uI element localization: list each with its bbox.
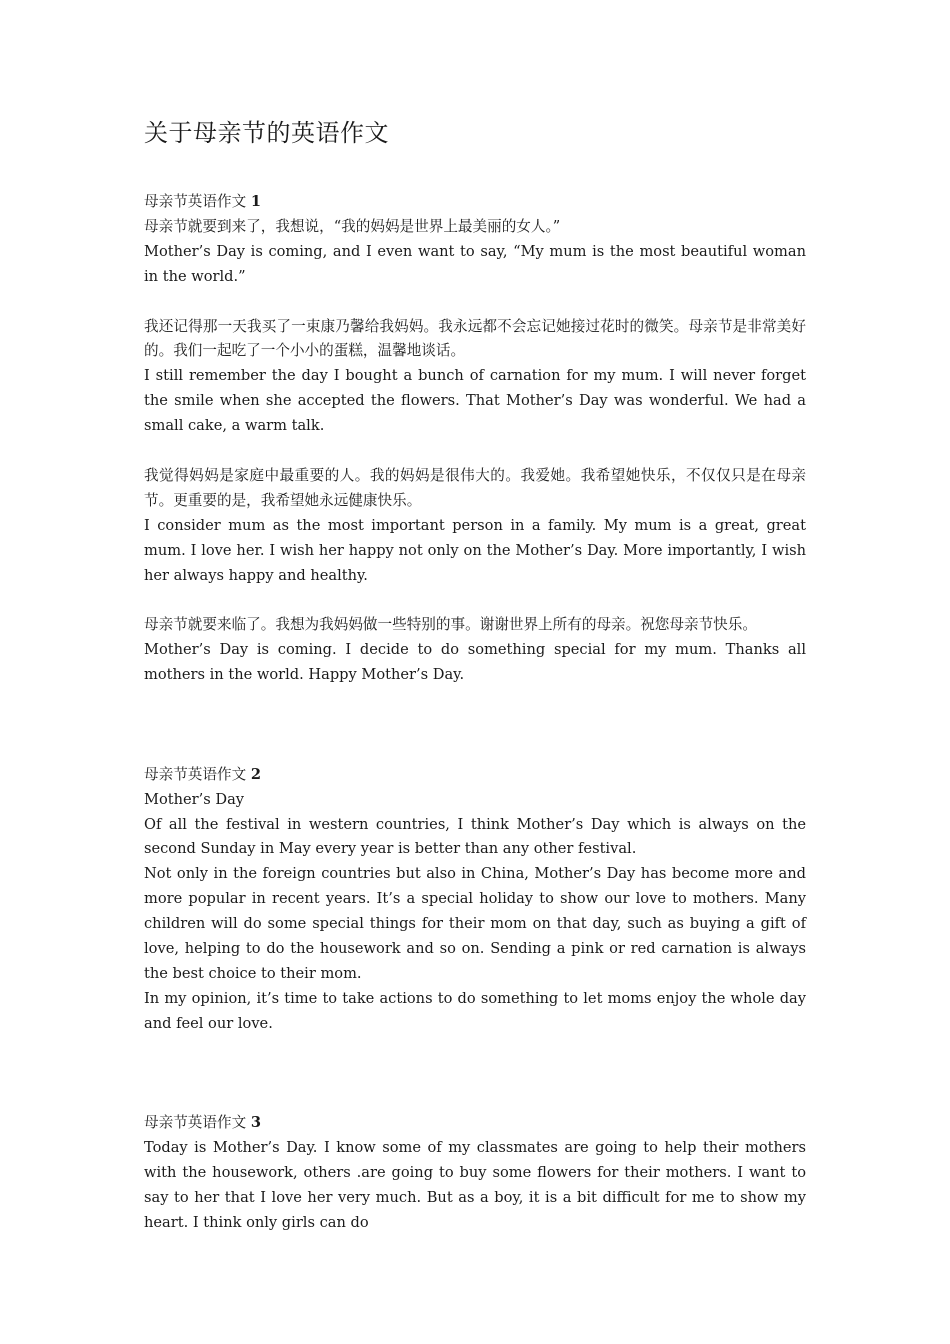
essay-heading-text: 母亲节英语作文 bbox=[144, 765, 247, 783]
section-spacer bbox=[144, 688, 806, 763]
document-body bbox=[144, 190, 806, 1236]
essay-1-paragraph-2-zh: 我还记得那一天我买了一束康乃馨给我妈妈。我永远都不会忘记她接过花时的微笑。母亲节是非常美好的。我们一起吃了一个小小的蛋糕，温馨地谈话。 bbox=[144, 317, 806, 360]
essay-1-paragraph-3-en: I consider mum as the most important person in a family. My mum is a great, great mum. I love her. I wish her happy not only on the Mother’s Day. More importantly, I wish her always happy and healthy. bbox=[144, 516, 806, 584]
essay-2-paragraph-3: In my opinion, it’s time to take actions to do something to let moms enjoy the whole day and feel our love. bbox=[144, 989, 806, 1032]
document-title: 关于母亲节的英语作文 bbox=[144, 119, 389, 147]
essay-2-heading bbox=[144, 763, 806, 788]
essay-2-subtitle: Mother’s Day bbox=[144, 790, 245, 808]
essay-heading-number: 2 bbox=[250, 765, 261, 783]
paragraph-spacer bbox=[144, 588, 806, 613]
essay-heading-text: 母亲节英语作文 bbox=[144, 1114, 247, 1132]
section-spacer bbox=[144, 1037, 806, 1112]
essay-1-heading bbox=[144, 190, 806, 215]
essay-1-paragraph-3-zh: 我觉得妈妈是家庭中最重要的人。我的妈妈是很伟大的。我爱她。我希望她快乐，不仅仅只是在母亲节。更重要的是，我希望她永远健康快乐。 bbox=[144, 466, 806, 509]
essay-heading-number: 3 bbox=[250, 1114, 261, 1132]
essay-1-paragraph-1-en: Mother’s Day is coming, and I even want to say, “My mum is the most beautiful woman in the world.” bbox=[144, 242, 806, 285]
essay-2-paragraph-2: Not only in the foreign countries but also in China, Mother’s Day has become more and more popular in recent years. It’s a special holiday to show our love to mothers. Many children will do some special things for their mom on that day, such as buying a gift of love, helping to do the housework and so on. Sending a pink or red carnation is always the best choice to their mom. bbox=[144, 865, 806, 983]
essay-2-paragraph-1: Of all the festival in western countries, I think Mother’s Day which is always on the second Sunday in May every year is better than any other festival. bbox=[144, 815, 806, 858]
essay-heading-text: 母亲节英语作文 bbox=[144, 193, 247, 210]
paragraph-spacer bbox=[144, 290, 806, 315]
essay-1-paragraph-4-zh: 母亲节就要来临了。我想为我妈妈做一些特别的事。谢谢世界上所有的母亲。祝您母亲节快乐。 bbox=[144, 616, 757, 634]
essay-1-paragraph-1-zh: 母亲节就要到来了，我想说，“我的妈妈是世界上最美丽的女人。” bbox=[144, 217, 561, 235]
essay-3-heading bbox=[144, 1111, 806, 1136]
essay-1-paragraph-2-en: I still remember the day I bought a bunch of carnation for my mum. I will never forget the smile when she accepted the flowers. That Mother’s Day was wonderful. We had a small cake, a warm talk. bbox=[144, 367, 806, 435]
paragraph-spacer bbox=[144, 439, 806, 464]
essay-3-paragraph-1: Today is Mother’s Day. I know some of my classmates are going to help their mothers with the housework, others .are going to buy some flowers for their mothers. I want to say to her that I love her very much. But as a boy, it is a bit difficult for me to show my heart. I think only girls can do bbox=[144, 1139, 806, 1232]
essay-heading-number: 1 bbox=[250, 193, 261, 210]
essay-1-paragraph-4-en: Mother’s Day is coming. I decide to do something special for my mum. Thanks all mothers in the world. Happy Mother’s Day. bbox=[144, 641, 806, 684]
